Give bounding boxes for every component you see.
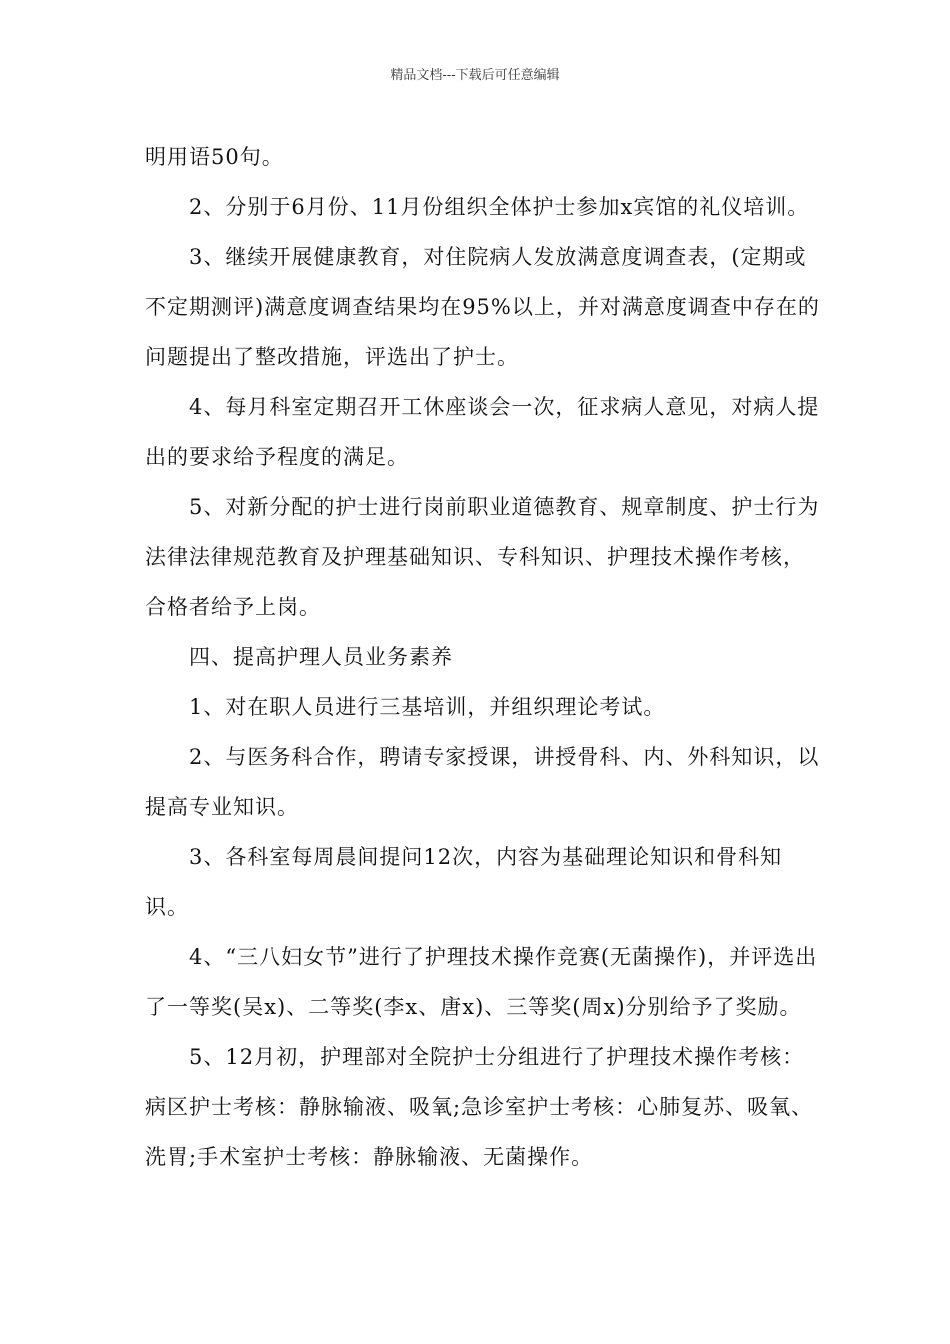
paragraph-5: 5、对新分配的护士进行岗前职业道德教育、规章制度、护士行为法律法律规范教育及护理基础知识、专科知识、护理技术操作考核，合格者给予上岗。 [145, 495, 820, 619]
paragraph-8: 3、各科室每周晨间提问12次，内容为基础理论知识和骨科知识。 [145, 845, 783, 919]
paragraph-1: 明用语50句。 [145, 145, 284, 169]
paragraph-3: 3、继续开展健康教育，对住院病人发放满意度调查表，(定期或不定期测评)满意度调查结果均在95%以上，并对满意度调查中存在的问题提出了整改措施，评选出了护士。 [145, 245, 820, 369]
paragraph-10: 5、12月初，护理部对全院护士分组进行了护理技术操作考核：病区护士考核：静脉输液、吸氧;急诊室护士考核：心肺复苏、吸氧、洗胃;手术室护士考核：静脉输液、无菌操作。 [145, 1045, 814, 1169]
page-header: 精品文档---下载后可任意编辑 [390, 68, 560, 83]
paragraph-7: 2、与医务科合作，聘请专家授课，讲授骨科、内、外科知识，以提高专业知识。 [145, 745, 820, 819]
document-body [145, 132, 825, 1182]
paragraph-9: 4、“三八妇女节”进行了护理技术操作竞赛(无菌操作)，并评选出了一等奖(吴x)、二等奖(李x、唐x)、三等奖(周x)分别给予了奖励。 [145, 945, 818, 1019]
paragraph-2: 2、分别于6月份、11月份组织全体护士参加x宾馆的礼仪培训。 [189, 195, 810, 219]
paragraph-4: 4、每月科室定期召开工休座谈会一次，征求病人意见，对病人提出的要求给予程度的满足。 [145, 395, 820, 469]
section-heading: 四、提高护理人员业务素养 [189, 645, 453, 669]
paragraph-6: 1、对在职人员进行三基培训，并组织理论考试。 [189, 695, 666, 719]
